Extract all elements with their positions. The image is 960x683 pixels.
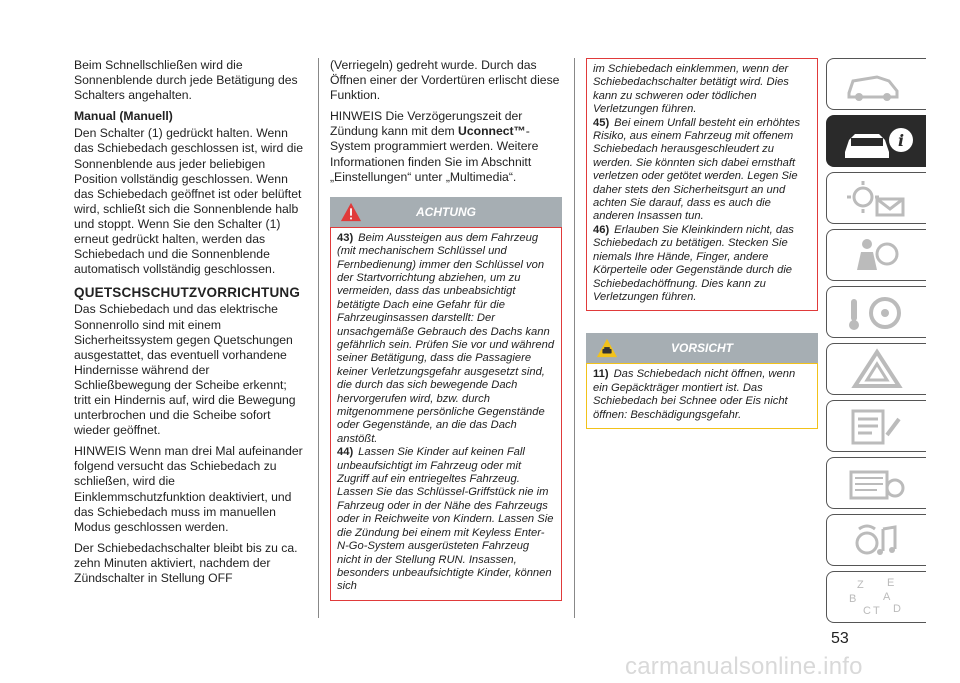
paragraph-hinweis: HINWEIS Wenn man drei Mal aufeinander folgend versucht das Schiebedach zu schließen, wird die Einklemmschutzfunktion deaktiviert, und das Schiebedach muss im manuellen Modus geschlossen werden. — [74, 444, 303, 534]
text-column-1 — [74, 58, 306, 592]
index-letter: T — [873, 605, 880, 617]
tab-dashboard[interactable] — [826, 58, 926, 110]
tab-lights-messages[interactable] — [826, 172, 926, 224]
footer-url: carmanualsonline.info — [625, 653, 863, 680]
achtung-box-continued — [586, 58, 818, 311]
paragraph-continued: (Verriegeln) gedreht wurde. Durch das Öffnen einer der Vordertüren erlischt diese Funktion. — [330, 58, 560, 103]
tab-emergency[interactable] — [826, 343, 926, 395]
paragraph-intro: Beim Schnellschließen wird die Sonnenblende durch jede Betätigung des Schalters angehalten. — [74, 58, 298, 103]
achtung-banner — [330, 197, 562, 227]
lights-message-icon — [837, 177, 917, 221]
index-letter: Z — [857, 579, 864, 591]
warning-number: 45) — [593, 116, 610, 129]
paragraph-section: Das Schiebedach und das elektrische Sonnenrollo sind mit einem Sicherheitssystem gegen Quetschungen ausgestattet, das eventuell vorhandene Hindernisse während der Schließbewegung der Scheibe erkennt; tritt ein Hindernis auf, wird die Bewegung unterbrochen und die Scheibe sofort wieder geöffnet. — [74, 302, 296, 438]
warning-text: Bei einem Unfall besteht ein erhöhtes Risiko, aus einem Fahrzeug mit offenem Schiebedach herausgeschleudert zu werden. Sie könnten sich dabei ernsthaft verletzen oder getötet werden. Legen Sie daher stets den Sicherheitsgurt an und achten Sie darauf, dass es auch die anderen Insassen tun. — [593, 116, 801, 223]
index-letter: D — [893, 603, 901, 615]
warning-text: Lassen Sie Kinder auf keinen Fall unbeaufsichtigt im Fahrzeug oder mit Zugriff auf ein entriegeltes Fahrzeug. Lassen Sie das Schlüssel-Griffstück nie im Fahrzeug oder in der Nähe des Fahrzeugs oder in Reichweite von Kindern. Lassen Sie die Zündung bei einem mit Keyless Enter-N-Go-System ausgerüsteten Fahrzeug nicht in der Stellung RUN. Insassen, besonders unbeaufsichtigte Kinder, können sich — [337, 446, 554, 593]
vorsicht-box — [586, 363, 818, 429]
hinweis-text-end: -System programmiert werden. Weitere Informationen finden Sie im Abschnitt „Einstellungen“ unter „Multimedia“. — [330, 124, 539, 184]
steering-key-icon — [837, 291, 917, 335]
achtung-label: ACHTUNG — [416, 204, 476, 219]
hazard-warning-icon — [837, 348, 917, 392]
uconnect-brand: Uconnect™ — [458, 124, 526, 139]
tab-starting-driving[interactable] — [826, 286, 926, 338]
warning-text: Beim Aussteigen aus dem Fahrzeug (mit mechanischem Schlüssel und Fernbedienung) immer den Schlüssel von der Startvorrichtung abziehen, um zu vermeiden, dass das unbeabsichtigt betätigte Dach eine Gefahr für die Fahrzeuginsassen darstellt: Der unsachgemäße Gebrauch des Dachs kann gefährlich sein. Prüfen Sie vor und während seiner Betätigung, dass die Passagiere keiner Verletzungsgefahr ausgesetzt sind, die durch das sich bewegende Dach hervorgerufen wird, bzw. durch mitgenommene persönliche Gegenstände oder Gegenstände, an die das Dach anstößt. — [337, 231, 555, 445]
index-letter: E — [887, 577, 895, 589]
warning-triangle-icon — [340, 201, 362, 223]
tab-maintenance[interactable] — [826, 400, 926, 452]
paragraph-hinweis-2 — [330, 109, 562, 184]
alphabetical-index-icon — [837, 576, 917, 620]
index-letter: B — [849, 593, 857, 605]
tab-index[interactable] — [826, 571, 926, 623]
text-column-3 — [586, 58, 818, 429]
warning-45 — [593, 117, 811, 224]
airbag-safety-icon — [837, 234, 917, 278]
caution-car-icon — [596, 337, 618, 359]
warning-46 — [593, 224, 811, 304]
maintenance-checklist-icon — [837, 405, 917, 449]
warning-44 — [337, 446, 555, 593]
tab-technical-data[interactable] — [826, 457, 926, 509]
paragraph-manual: Den Schalter (1) gedrückt halten. Wenn das Schiebedach geschlossen ist, wird die Sonnenblende aus jeder beliebigen Position vollständig geschlossen. Wenn das Schiebedach geöffnet ist oder belüftet wird, schließt sich die Sonnenblende halb und stoppt. Wenn Sie den Schalter (1) erneut gedrückt halten, werden das Schiebedach und die Sonnenblende automatisch vollständig geschlossen. — [74, 126, 303, 277]
achtung-box — [330, 227, 562, 601]
tab-car-info[interactable] — [826, 115, 926, 167]
index-letter: C — [863, 605, 871, 617]
index-letter: A — [883, 591, 891, 603]
caution-number: 11) — [593, 368, 609, 381]
caution-11 — [593, 368, 811, 422]
footer-watermark — [0, 648, 960, 683]
text-column-2 — [330, 58, 562, 601]
hinweis-text: HINWEIS Die Verzögerungszeit der Zündung kann mit dem — [330, 109, 523, 139]
column-divider — [574, 58, 575, 618]
column-divider — [318, 58, 319, 618]
svg-text:i: i — [897, 131, 905, 150]
warning-text: Erlauben Sie Kleinkindern nicht, das Schiebedach zu betätigen. Stecken Sie niemals Ihre Hände, Finger, andere Körperteile oder Gegenstände durch die Schiebedachöffnung. Dies kann zu Verletzungen führen. — [593, 223, 794, 303]
vorsicht-label: VORSICHT — [670, 341, 733, 356]
warning-number: 43) — [337, 231, 354, 244]
car-info-icon — [837, 120, 917, 164]
car-dashboard-icon — [837, 63, 917, 107]
tab-multimedia[interactable] — [826, 514, 926, 566]
paragraph-last: Der Schiebedachschalter bleibt bis zu ca. zehn Minuten aktiviert, nachdem der Zündschalter in Stellung OFF — [74, 540, 298, 585]
caution-text: Das Schiebedach nicht öffnen, wenn ein Gepäckträger montiert ist. Das Schiebedach bei Schnee oder Eis nicht öffnen: Beschädigungsgefahr. — [593, 368, 796, 421]
tab-safety[interactable] — [826, 229, 926, 281]
multimedia-icon — [837, 519, 917, 563]
warning-43 — [337, 232, 555, 447]
warning-number: 44) — [337, 446, 354, 459]
warning-continued: im Schiebedach einklemmen, wenn der Schiebedachschalter betätigt wird. Dies kann zu schweren oder tödlichen Verletzungen führen. — [593, 63, 789, 116]
section-heading: QUETSCHSCHUTZVORRICHTUNG — [74, 285, 301, 301]
warning-number: 46) — [593, 223, 610, 236]
tech-data-icon — [837, 462, 917, 506]
page-number: 53 — [831, 630, 849, 647]
vorsicht-banner — [586, 333, 818, 363]
manual-heading: Manual (Manuell) — [74, 109, 173, 124]
